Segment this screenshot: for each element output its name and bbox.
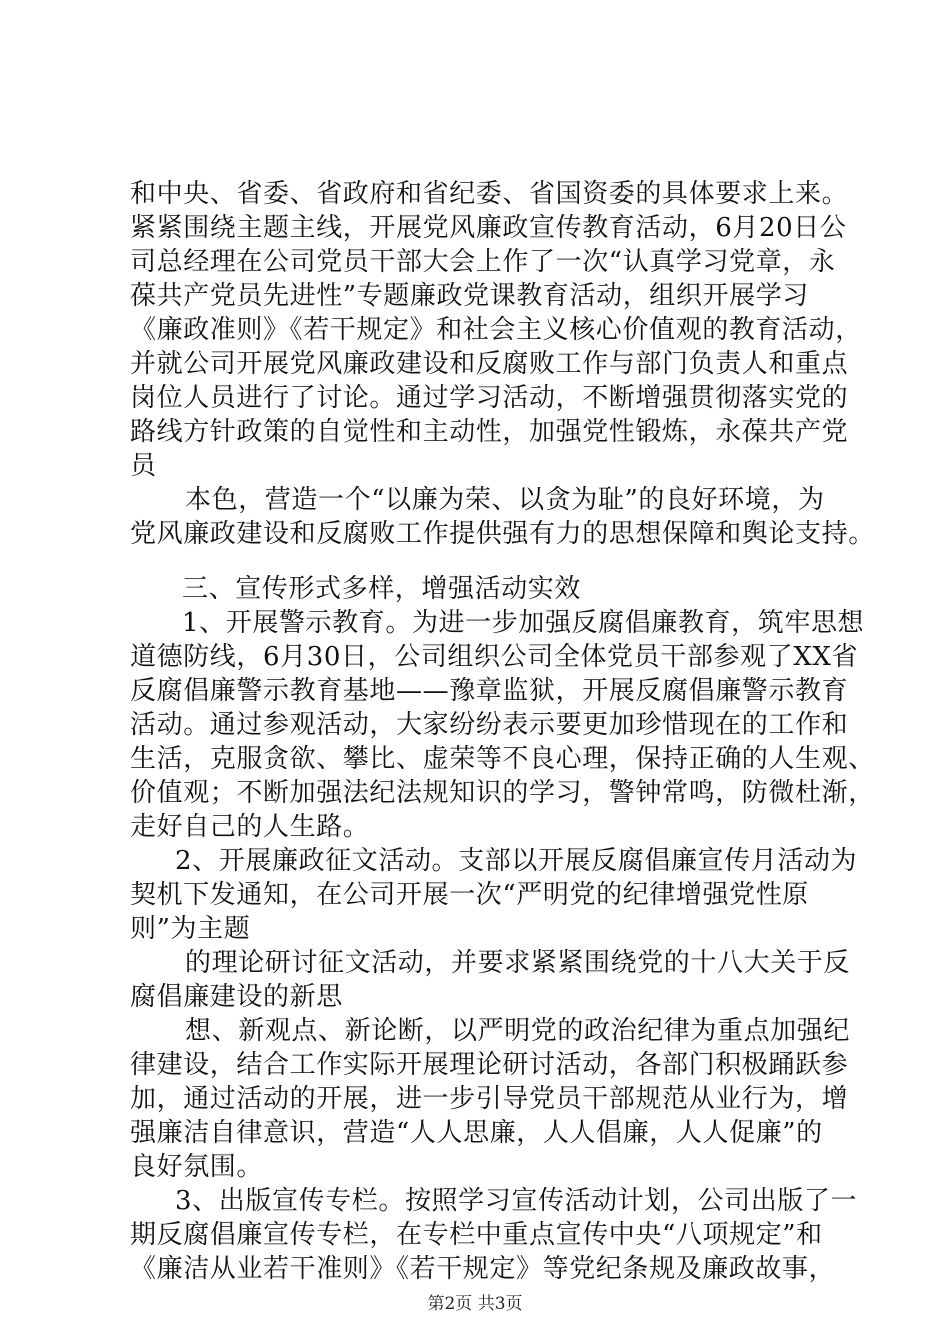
body-text-line: 紧紧围绕主题主线，开展党风廉政宣传教育活动，6月20日公 — [130, 213, 847, 243]
body-text-line: 本色，营造一个“以廉为荣、以贪为耻”的良好环境，为 — [185, 485, 825, 515]
body-text-line: 契机下发通知，在公司开展一次“严明党的纪律增强党性原 — [130, 880, 809, 910]
body-text-line: 路线方针政策的自觉性和主动性，加强党性锻炼，永葆共产党 — [130, 417, 849, 447]
body-text-line: 《廉政准则》《若干规定》和社会主义核心价值观的教育活动， — [130, 315, 862, 345]
body-text-line: 期反腐倡廉宣传专栏，在专栏中重点宣传中央“八项规定”和 — [130, 1220, 823, 1250]
body-text-line: 想、新观点、新论断，以严明党的政治纪律为重点加强纪 — [185, 1016, 851, 1046]
body-text-line: 强廉洁自律意识，营造“人人思廉，人人倡廉，人人促廉”的 — [130, 1118, 823, 1148]
body-text-line: 岗位人员进行了讨论。通过学习活动，不断增强贯彻落实党的 — [130, 383, 849, 413]
body-text-line: 腐倡廉建设的新思 — [130, 982, 343, 1012]
body-text-line: 反腐倡廉警示教育基地——豫章监狱，开展反腐倡廉警示教育 — [130, 676, 849, 706]
body-text-line: 员 — [130, 451, 157, 481]
body-text-line: 良好氛围。 — [130, 1152, 264, 1182]
page-footer: 第2页 共3页 — [427, 1294, 523, 1314]
section-heading: 三、宣传形式多样，增强活动实效 — [182, 574, 582, 604]
body-text-line: 生活，克服贪欲、攀比、虚荣等不良心理，保持正确的人生观、 — [130, 744, 875, 774]
body-text-line: 并就公司开展党风廉政建设和反腐败工作与部门负责人和重点 — [130, 349, 849, 379]
body-text-line: 葆共产党员先进性”专题廉政党课教育活动，组织开展学习 — [130, 281, 809, 311]
body-text-line: 党风廉政建设和反腐败工作提供强有力的思想保障和舆论支持。 — [130, 519, 875, 549]
body-text-line: 1、开展警示教育。为进一步加强反腐倡廉教育，筑牢思想 — [182, 608, 865, 638]
body-text-line: 2、开展廉政征文活动。支部以开展反腐倡廉宣传月活动为 — [175, 846, 858, 876]
body-text-line: 活动。通过参观活动，大家纷纷表示要更加珍惜现在的工作和 — [130, 710, 849, 740]
body-text-line: 司总经理在公司党员干部大会上作了一次“认真学习党章，永 — [130, 247, 836, 277]
body-text-line: 加，通过活动的开展，进一步引导党员干部规范从业行为，增 — [130, 1084, 849, 1114]
body-text-line: 的理论研讨征文活动，并要求紧紧围绕党的十八大关于反 — [185, 948, 851, 978]
body-text-line: 律建设，结合工作实际开展理论研讨活动，各部门积极踊跃参 — [130, 1050, 849, 1080]
body-text-line: 和中央、省委、省政府和省纪委、省国资委的具体要求上来。 — [130, 179, 849, 209]
body-text-line: 3、出版宣传专栏。按照学习宣传活动计划，公司出版了一 — [175, 1186, 858, 1216]
body-text-line: 道德防线，6月30日，公司组织公司全体党员干部参观了XX省 — [130, 642, 859, 672]
body-text-line: 则”为主题 — [130, 914, 251, 944]
body-text-line: 走好自己的人生路。 — [130, 812, 370, 842]
body-text-line: 《廉洁从业若干准则》《若干规定》等党纪条规及廉政故事， — [130, 1254, 836, 1284]
body-text-line: 价值观；不断加强法纪法规知识的学习，警钟常鸣，防微杜渐， — [130, 778, 875, 808]
